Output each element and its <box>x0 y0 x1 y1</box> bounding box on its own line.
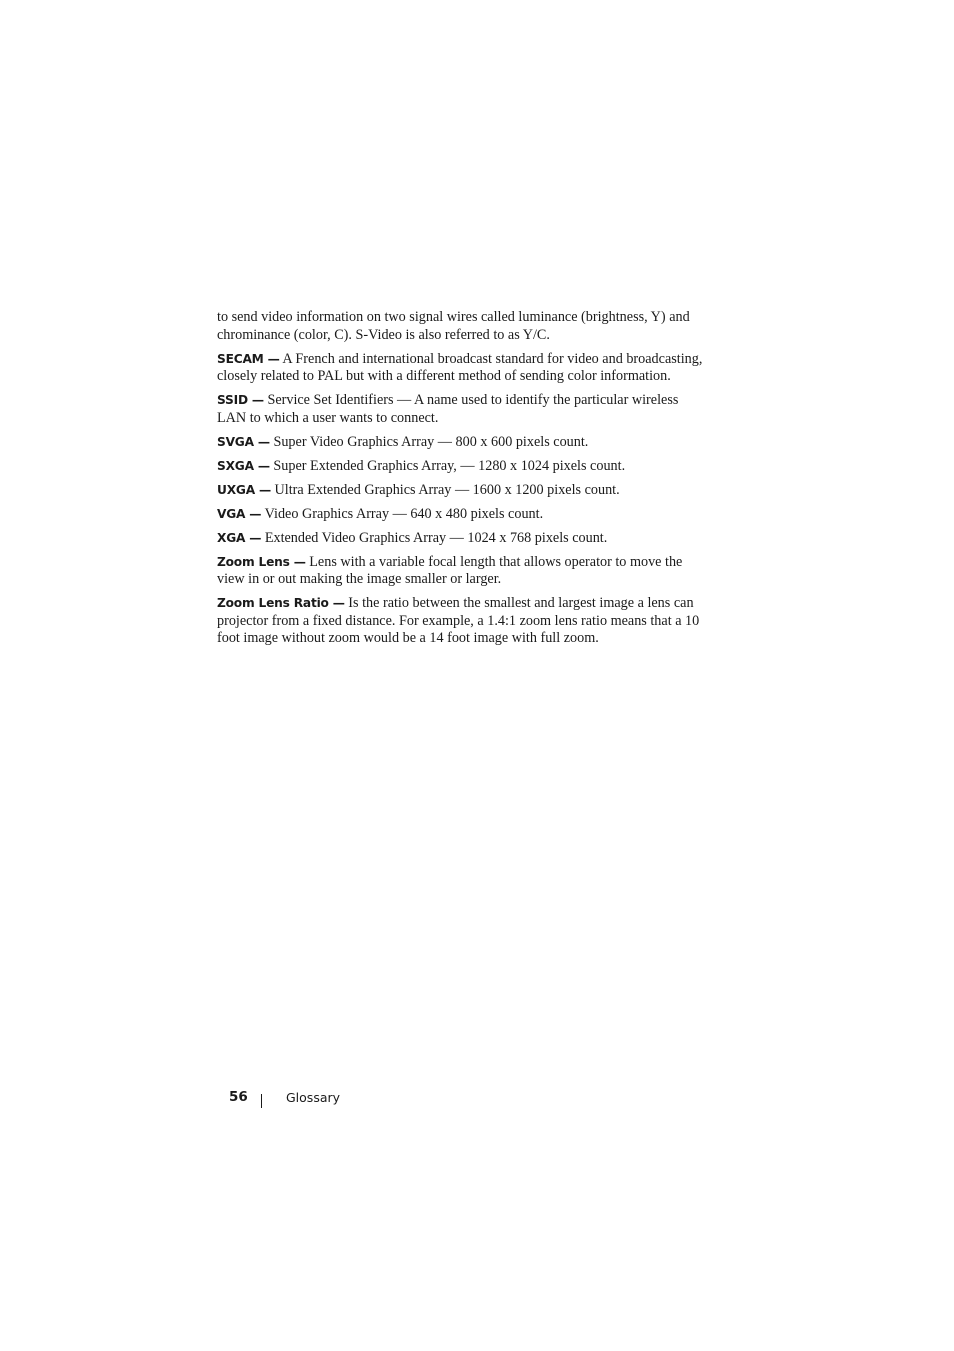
entry-definition: Super Video Graphics Array — 800 x 600 pixels count. <box>269 433 589 450</box>
intro-paragraph: to send video information on two signal wires called luminance (brightness, Y) and chrominance (color, C). S-Video is also referred to as Y/C. <box>217 309 690 343</box>
entry-definition: Service Set Identifiers — A name used to identify the particular wireless LAN to which a user wants to connect. <box>217 392 679 426</box>
footer-divider <box>261 1094 262 1108</box>
entry-term: SSID — <box>217 393 264 408</box>
entry-definition: Video Graphics Array — 640 x 480 pixels count. <box>261 505 544 522</box>
glossary-entry-vga <box>217 506 709 524</box>
entry-definition: Ultra Extended Graphics Array — 1600 x 1200 pixels count. <box>270 481 620 498</box>
entry-definition: Super Extended Graphics Array, — 1280 x 1024 pixels count. <box>269 457 626 474</box>
entry-term: VGA — <box>217 506 262 521</box>
entry-term: Zoom Lens — <box>217 554 306 569</box>
page-number: 56 <box>229 1089 248 1105</box>
glossary-entry-svga <box>217 434 709 452</box>
entry-definition: Lens with a variable focal length that allows operator to move the view in or out making the image smaller or larger. <box>217 553 683 588</box>
section-name: Glossary <box>286 1090 341 1105</box>
entry-definition: Extended Video Graphics Array — 1024 x 768 pixels count. <box>261 529 608 546</box>
entry-term: SXGA — <box>217 458 270 473</box>
entry-term: SECAM — <box>217 351 280 366</box>
glossary-entry-zoom-lens-ratio <box>217 595 709 648</box>
glossary-entry-secam <box>217 351 709 386</box>
glossary-content <box>217 309 709 654</box>
entry-term: UXGA — <box>217 482 271 497</box>
glossary-entry-ssid <box>217 392 709 427</box>
entry-term: XGA — <box>217 530 262 545</box>
glossary-entry-zoom-lens <box>217 554 709 589</box>
glossary-entry-xga <box>217 530 709 548</box>
entry-definition: Is the ratio between the smallest and largest image a lens can projector from a fixed distance. For example, a 1.4:1 zoom lens ratio means that a 10 foot image without zoom would be a 14 foot image with full zoom. <box>217 595 700 647</box>
glossary-entry-uxga <box>217 482 709 500</box>
entry-term: SVGA — <box>217 434 270 449</box>
entry-definition: A French and international broadcast standard for video and broadcasting, closely related to PAL but with a different method of sending color information. <box>217 350 703 385</box>
glossary-entry-sxga <box>217 458 709 476</box>
entry-term: Zoom Lens Ratio — <box>217 596 345 611</box>
